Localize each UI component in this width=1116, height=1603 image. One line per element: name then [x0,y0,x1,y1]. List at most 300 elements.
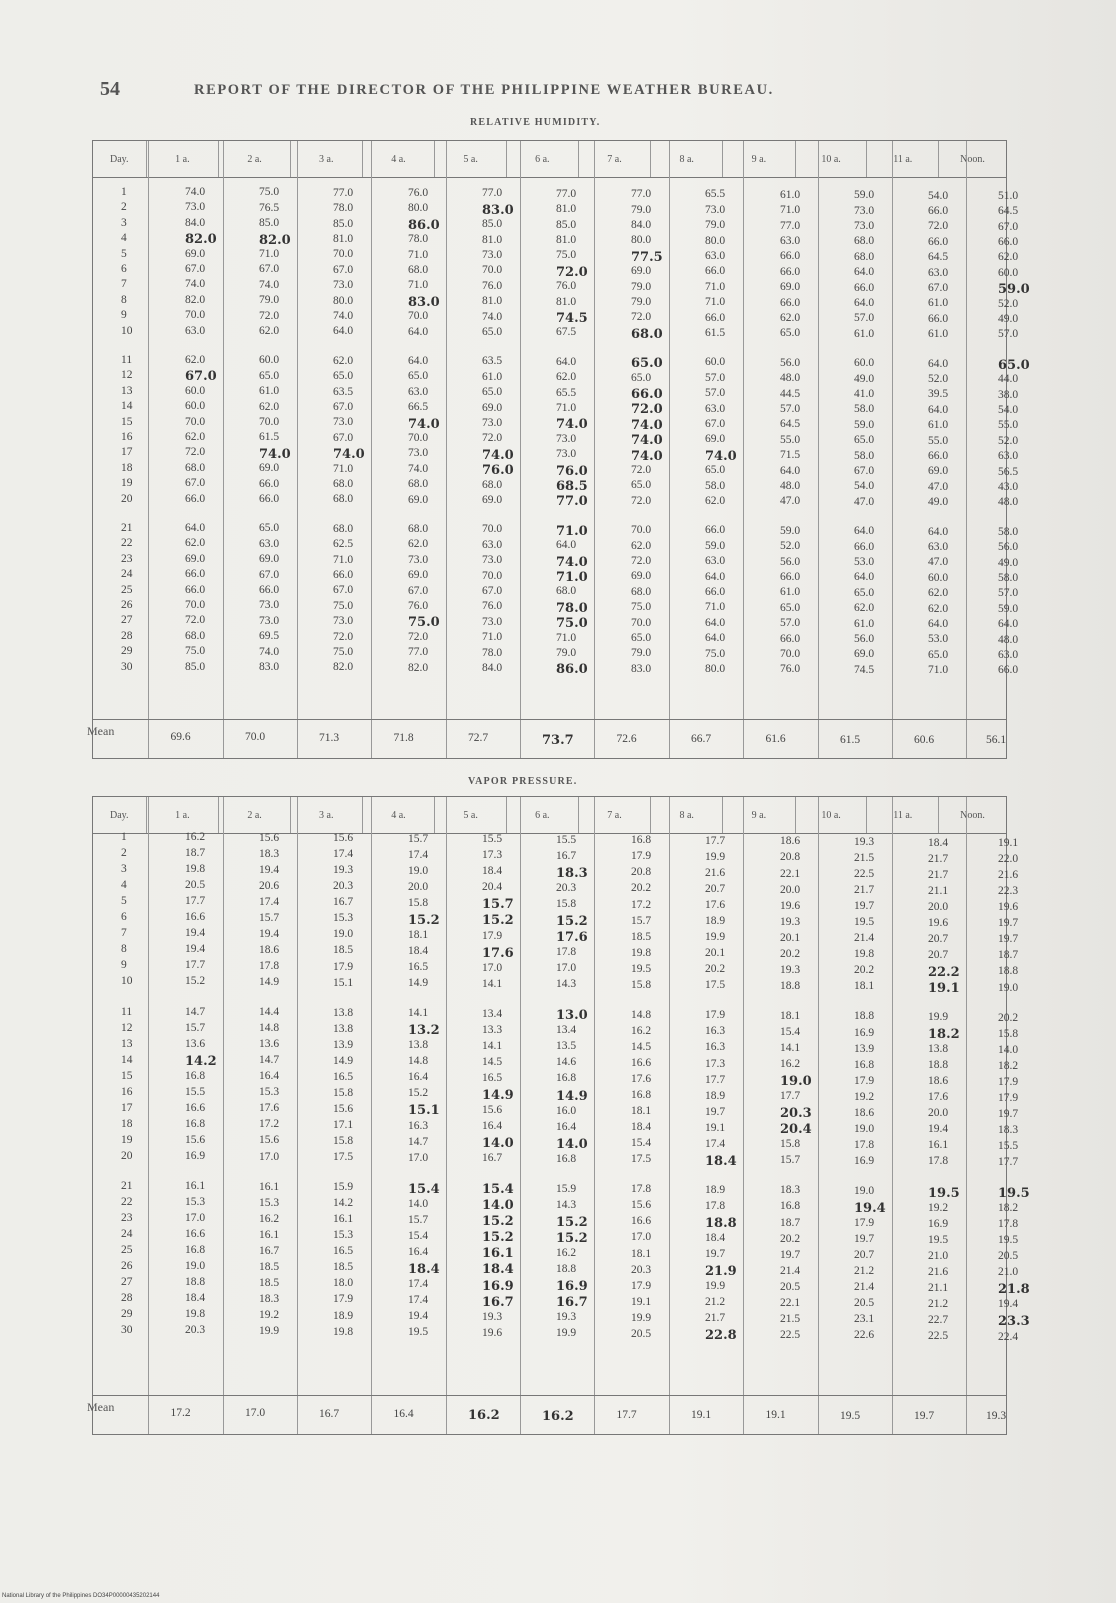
humidity-value-cell: 62.0 [998,251,1019,264]
vapor-value-cell: 14.4 [259,1006,280,1019]
humidity-value-cell: 65.0 [631,479,652,492]
humidity-value-cell: 77.0 [482,187,503,200]
humidity-value-cell: 68.0 [631,326,663,342]
humidity-mean-value: 61.6 [765,733,786,746]
humidity-value-cell: 82.0 [333,661,354,674]
humidity-value-cell: 55.0 [928,434,949,447]
vapor-value-cell: 19.3 [780,915,801,928]
humidity-value-cell: 57.0 [780,403,801,415]
vapor-col-header: Day. [93,797,147,833]
humidity-value-cell: 66.0 [928,312,949,325]
humidity-column-rule [966,141,967,758]
vapor-value-cell: 16.1 [333,1213,354,1226]
vapor-value-cell: 20.5 [998,1250,1019,1263]
vapor-value-cell: 19.1 [705,1121,726,1134]
humidity-value-cell: 70.0 [631,524,652,537]
vapor-value-cell: 14.5 [631,1040,652,1053]
humidity-value-cell: 67.0 [482,585,503,597]
humidity-value-cell: 61.0 [928,328,949,341]
vapor-value-cell: 13.2 [408,1023,440,1039]
humidity-value-cell: 47.0 [928,556,949,569]
vapor-value-cell: 16.8 [631,834,652,847]
vapor-value-cell: 22.6 [854,1329,875,1342]
humidity-day-number: 10 [121,324,133,337]
vapor-value-cell: 18.4 [928,836,949,849]
vapor-value-cell: 15.6 [259,831,280,844]
vapor-value-cell: 15.7 [631,914,652,927]
humidity-value-cell: 68.0 [185,461,206,474]
humidity-value-cell: 72.0 [928,220,949,233]
humidity-value-cell: 81.0 [482,295,503,308]
vapor-value-cell: 17.6 [259,1102,280,1115]
vapor-value-cell: 14.9 [333,1054,354,1067]
vapor-value-cell: 18.5 [631,930,652,943]
vapor-value-cell: 20.2 [705,963,726,976]
humidity-value-cell: 65.0 [482,386,503,399]
vapor-value-cell: 20.7 [928,948,949,961]
humidity-value-cell: 74.0 [333,447,365,463]
vapor-value-cell: 17.8 [705,1199,726,1212]
humidity-value-cell: 82.0 [259,232,291,248]
humidity-mean-value: 66.7 [691,733,712,746]
humidity-value-cell: 65.0 [854,586,875,599]
humidity-value-cell: 61.0 [780,586,801,599]
humidity-value-cell: 62.0 [928,602,949,615]
humidity-value-cell: 62.0 [928,587,949,600]
vapor-value-cell: 19.9 [631,1311,652,1324]
humidity-value-cell: 69.0 [259,553,280,566]
vapor-value-cell: 15.2 [556,1214,588,1230]
humidity-value-cell: 54.0 [998,404,1019,417]
humidity-value-cell: 69.0 [185,552,206,565]
vapor-value-cell: 20.5 [780,1280,801,1293]
humidity-value-cell: 55.0 [780,433,801,446]
vapor-col-header: 2 a. [219,797,291,833]
humidity-day-number: 29 [121,645,133,658]
vapor-value-cell: 15.8 [408,896,429,909]
humidity-value-cell: 64.0 [998,618,1019,631]
vapor-value-cell: 16.8 [185,1069,206,1082]
humidity-mean-value: 72.7 [468,732,489,745]
humidity-value-cell: 57.0 [998,328,1019,341]
humidity-value-cell: 62.0 [705,495,726,508]
vapor-value-cell: 16.9 [482,1278,514,1294]
vapor-value-cell: 13.6 [259,1038,280,1051]
humidity-value-cell: 74.0 [482,447,514,463]
vapor-value-cell: 22.2 [928,964,960,980]
humidity-day-number: 6 [121,263,127,275]
humidity-value-cell: 60.0 [185,384,206,397]
humidity-value-cell: 47.0 [854,495,875,508]
vapor-value-cell: 22.1 [780,867,801,880]
vapor-value-cell: 18.4 [705,1232,726,1244]
vapor-value-cell: 15.8 [333,1086,354,1099]
vapor-value-cell: 20.0 [408,880,429,893]
vapor-value-cell: 20.3 [185,1324,206,1337]
humidity-value-cell: 77.0 [556,187,577,200]
humidity-value-cell: 71.5 [780,449,801,462]
humidity-value-cell: 65.0 [780,601,801,614]
report-title: REPORT OF THE DIRECTOR OF THE PHILIPPINE WEATHER BUREAU. [194,82,774,98]
vapor-value-cell: 17.8 [854,1138,875,1151]
vapor-value-cell: 16.6 [185,1101,206,1114]
vapor-value-cell: 19.5 [408,1326,429,1339]
vapor-day-number: 13 [121,1037,133,1050]
vapor-mean-value: 16.7 [319,1407,340,1420]
vapor-value-cell: 17.6 [705,899,726,912]
vapor-day-number: 3 [121,863,127,876]
humidity-day-number: 22 [121,537,133,550]
humidity-value-cell: 68.0 [408,478,429,491]
humidity-day-number: 13 [121,384,133,397]
humidity-value-cell: 61.0 [928,419,949,432]
vapor-value-cell: 19.3 [780,963,801,976]
humidity-col-header: 4 a. [363,141,436,177]
humidity-col-header: 6 a. [507,141,579,177]
vapor-value-cell: 19.4 [928,1123,949,1136]
humidity-value-cell: 60.0 [705,356,726,369]
vapor-mean-value: 19.1 [691,1409,712,1422]
humidity-value-cell: 70.0 [631,616,652,629]
humidity-value-cell: 80.0 [631,234,652,247]
humidity-value-cell: 65.0 [705,464,726,477]
vapor-value-cell: 14.9 [408,977,429,990]
humidity-value-cell: 65.5 [705,188,726,201]
humidity-value-cell: 68.0 [333,477,354,490]
vapor-value-cell: 20.2 [854,964,875,977]
humidity-value-cell: 58.0 [854,449,875,462]
vapor-value-cell: 18.6 [259,943,280,956]
humidity-value-cell: 66.0 [185,492,206,505]
humidity-value-cell: 63.0 [998,450,1019,463]
vapor-value-cell: 21.6 [928,1265,949,1278]
vapor-value-cell: 13.8 [333,1022,354,1035]
humidity-value-cell: 62.0 [185,354,206,366]
humidity-value-cell: 70.0 [333,248,354,261]
vapor-value-cell: 17.8 [928,1155,949,1168]
humidity-day-number: 21 [121,522,133,534]
vapor-value-cell: 22.8 [705,1328,737,1344]
vapor-value-cell: 17.4 [408,1294,429,1306]
vapor-value-cell: 16.2 [185,831,206,843]
humidity-value-cell: 72.0 [631,311,652,324]
vapor-value-cell: 14.0 [482,1136,514,1152]
vapor-column-rule [520,797,521,1434]
vapor-day-number: 9 [121,959,127,972]
humidity-value-cell: 79.0 [631,280,652,293]
vapor-value-cell: 16.8 [631,1089,652,1102]
vapor-value-cell: 19.8 [185,1308,206,1321]
vapor-value-cell: 13.8 [928,1043,949,1056]
vapor-value-cell: 14.1 [408,1007,429,1020]
vapor-value-cell: 17.9 [998,1075,1019,1088]
humidity-day-number: 7 [121,278,127,291]
vapor-value-cell: 15.7 [259,911,280,924]
vapor-value-cell: 18.3 [998,1123,1019,1136]
humidity-value-cell: 77.0 [631,188,652,201]
vapor-value-cell: 16.7 [556,849,577,862]
vapor-value-cell: 19.0 [780,1074,812,1090]
humidity-value-cell: 69.0 [408,493,429,506]
vapor-mean-value: 16.2 [468,1408,500,1424]
humidity-day-number: 3 [121,216,127,229]
vapor-value-cell: 19.7 [854,900,875,913]
humidity-value-cell: 71.0 [705,296,726,309]
vapor-value-cell: 14.0 [998,1043,1019,1056]
humidity-value-cell: 75.0 [631,601,652,614]
vapor-value-cell: 19.6 [998,901,1019,914]
humidity-value-cell: 49.0 [998,556,1019,569]
vapor-value-cell: 19.6 [780,899,801,912]
humidity-col-header: 1 a. [147,141,220,177]
humidity-value-cell: 79.0 [556,646,577,659]
humidity-value-cell: 66.0 [998,664,1019,677]
vapor-value-cell: 16.6 [631,1056,652,1069]
vapor-value-cell: 14.0 [482,1198,514,1214]
humidity-value-cell: 60.0 [928,571,949,584]
vapor-value-cell: 14.2 [333,1197,354,1210]
vapor-value-cell: 21.2 [928,1297,949,1310]
vapor-value-cell: 17.0 [556,962,577,975]
humidity-value-cell: 73.0 [259,614,280,627]
humidity-value-cell: 70.0 [482,523,503,536]
vapor-value-cell: 20.2 [998,1011,1019,1024]
vapor-column-rule [297,797,298,1434]
humidity-value-cell: 66.0 [705,586,726,599]
humidity-value-cell: 64.5 [780,418,801,431]
humidity-value-cell: 61.5 [259,431,280,444]
vapor-value-cell: 19.7 [705,1248,726,1261]
page-number: 54 [100,78,120,100]
humidity-value-cell: 79.0 [631,647,652,660]
vapor-value-cell: 17.0 [482,961,503,974]
humidity-value-cell: 74.0 [259,645,280,658]
humidity-value-cell: 77.0 [780,219,801,232]
humidity-value-cell: 48.0 [998,496,1019,509]
humidity-col-header: Noon. [960,153,985,165]
vapor-value-cell: 16.9 [185,1149,206,1162]
vapor-value-cell: 20.5 [185,879,206,892]
humidity-day-number: 8 [121,293,127,306]
humidity-value-cell: 65.0 [482,326,503,338]
vapor-col-header: Noon. [960,809,985,821]
humidity-value-cell: 49.0 [928,496,949,509]
humidity-value-cell: 38.0 [998,388,1019,401]
humidity-value-cell: 73.0 [556,448,577,461]
humidity-value-cell: 70.0 [185,415,206,428]
vapor-value-cell: 13.6 [185,1037,206,1050]
humidity-value-cell: 74.0 [408,416,440,432]
vapor-value-cell: 16.1 [185,1180,206,1192]
vapor-value-cell: 19.9 [705,850,726,863]
humidity-column-rule [520,141,521,758]
vapor-value-cell: 18.3 [259,847,280,860]
vapor-value-cell: 17.9 [631,1279,652,1292]
vapor-value-cell: 18.6 [780,835,801,848]
humidity-value-cell: 85.0 [556,218,577,231]
humidity-value-cell: 62.0 [556,371,577,384]
humidity-value-cell: 62.0 [185,431,206,443]
vapor-value-cell: 15.5 [998,1139,1019,1152]
vapor-value-cell: 20.8 [780,851,801,864]
vapor-value-cell: 15.3 [185,1196,206,1209]
humidity-value-cell: 81.0 [556,233,577,246]
vapor-value-cell: 17.4 [333,848,354,861]
humidity-value-cell: 61.0 [854,327,875,340]
vapor-value-cell: 20.3 [556,881,577,894]
vapor-value-cell: 19.7 [998,917,1019,930]
humidity-value-cell: 67.0 [185,477,206,490]
vapor-value-cell: 19.7 [998,1107,1019,1120]
humidity-value-cell: 61.0 [780,188,801,201]
humidity-mean-value: 69.6 [170,731,191,743]
humidity-col-header: 9 a. [723,141,796,177]
vapor-value-cell: 17.7 [705,1073,726,1086]
vapor-day-number: 26 [121,1260,133,1273]
humidity-value-cell: 74.0 [631,433,663,449]
vapor-value-cell: 19.9 [705,931,726,944]
vapor-value-cell: 16.4 [408,1071,429,1084]
vapor-value-cell: 22.7 [928,1313,949,1326]
humidity-mean-value: 72.6 [616,732,637,745]
humidity-mean-value: 60.6 [914,734,935,746]
vapor-value-cell: 15.2 [408,1087,429,1100]
vapor-day-number: 23 [121,1212,133,1225]
vapor-value-cell: 16.6 [185,1228,206,1241]
vapor-value-cell: 14.1 [780,1042,801,1054]
humidity-value-cell: 73.0 [259,599,280,612]
humidity-value-cell: 67.0 [185,369,217,385]
humidity-value-cell: 64.0 [705,616,726,629]
vapor-value-cell: 16.8 [556,1072,577,1085]
humidity-value-cell: 66.0 [259,492,280,505]
vapor-value-cell: 20.0 [780,883,801,896]
humidity-value-cell: 75.0 [333,645,354,658]
humidity-value-cell: 60.0 [998,266,1019,279]
vapor-value-cell: 15.6 [631,1199,652,1212]
humidity-value-cell: 51.0 [998,189,1019,202]
humidity-mean-label: Mean [87,724,115,738]
humidity-day-number: 19 [121,477,133,490]
humidity-value-cell: 83.0 [408,294,440,310]
vapor-value-cell: 15.4 [408,1181,440,1197]
vapor-value-cell: 20.7 [705,883,726,895]
humidity-value-cell: 70.0 [780,648,801,660]
humidity-value-cell: 60.0 [185,400,206,413]
humidity-value-cell: 79.0 [631,295,652,308]
vapor-value-cell: 18.8 [928,1059,949,1072]
vapor-day-number: 10 [121,975,133,988]
humidity-value-cell: 56.0 [854,632,875,645]
vapor-value-cell: 21.5 [854,852,875,864]
vapor-value-cell: 22.1 [780,1296,801,1309]
vapor-value-cell: 15.1 [408,1103,440,1119]
vapor-mean-value: 19.3 [986,1410,1007,1423]
vapor-value-cell: 20.3 [631,1263,652,1276]
humidity-value-cell: 85.0 [259,217,280,230]
humidity-value-cell: 66.0 [705,524,726,537]
vapor-value-cell: 17.5 [333,1151,354,1164]
vapor-day-number: 1 [121,831,127,843]
vapor-value-cell: 17.6 [482,945,514,961]
humidity-value-cell: 74.0 [259,278,280,291]
vapor-mean-value: 17.2 [170,1407,191,1419]
humidity-value-cell: 65.0 [928,648,949,661]
humidity-value-cell: 64.0 [408,325,429,338]
vapor-value-cell: 16.1 [482,1246,514,1262]
humidity-day-number: 27 [121,614,133,627]
humidity-value-cell: 66.0 [998,236,1019,249]
vapor-value-cell: 14.9 [482,1087,514,1103]
humidity-value-cell: 74.0 [408,462,429,475]
vapor-value-cell: 17.4 [408,1277,429,1290]
humidity-value-cell: 84.0 [185,216,206,229]
humidity-value-cell: 72.0 [185,446,206,459]
vapor-value-cell: 21.8 [998,1282,1030,1298]
vapor-value-cell: 18.2 [998,1202,1019,1215]
vapor-value-cell: 21.0 [998,1266,1019,1279]
vapor-value-cell: 20.2 [780,1232,801,1245]
vapor-value-cell: 18.9 [333,1309,354,1322]
vapor-value-cell: 18.5 [333,1261,354,1274]
vapor-value-cell: 18.3 [780,1184,801,1197]
vapor-value-cell: 20.4 [482,881,503,894]
vapor-day-number: 27 [121,1276,133,1289]
vapor-value-cell: 23.1 [854,1313,875,1326]
vapor-value-cell: 16.7 [556,1295,588,1311]
humidity-value-cell: 66.0 [185,568,206,581]
humidity-value-cell: 71.0 [705,601,726,614]
humidity-value-cell: 67.0 [185,263,206,275]
humidity-value-cell: 85.0 [333,217,354,230]
vapor-value-cell: 14.8 [408,1055,429,1068]
humidity-value-cell: 72.0 [631,402,663,418]
vapor-value-cell: 15.9 [556,1182,577,1195]
humidity-value-cell: 64.0 [556,355,577,368]
humidity-value-cell: 76.0 [408,600,429,613]
humidity-value-cell: 66.0 [780,632,801,645]
humidity-value-cell: 66.0 [780,250,801,263]
humidity-value-cell: 73.0 [185,201,206,214]
vapor-value-cell: 18.8 [998,965,1019,978]
humidity-value-cell: 78.0 [556,600,588,616]
humidity-column-rule [892,141,893,758]
humidity-value-cell: 68.0 [333,493,354,506]
vapor-value-cell: 17.8 [998,1218,1019,1231]
vapor-value-cell: 18.8 [556,1263,577,1275]
humidity-col-header: 7 a. [579,141,652,177]
humidity-day-number: 28 [121,629,133,642]
humidity-value-cell: 71.0 [556,401,577,414]
vapor-value-cell: 16.7 [482,1152,503,1165]
humidity-day-number: 14 [121,400,133,413]
humidity-value-cell: 65.0 [333,370,354,383]
vapor-value-cell: 17.6 [556,930,588,946]
vapor-value-cell: 22.5 [928,1329,949,1342]
humidity-value-cell: 47.0 [928,480,949,493]
humidity-value-cell: 64.5 [998,205,1019,218]
vapor-value-cell: 15.8 [998,1027,1019,1040]
humidity-value-cell: 73.0 [408,553,429,566]
vapor-value-cell: 19.2 [854,1090,875,1103]
vapor-day-number: 25 [121,1244,133,1257]
vapor-value-cell: 21.4 [854,1281,875,1294]
vapor-value-cell: 15.2 [482,1214,514,1230]
vapor-value-cell: 18.3 [259,1292,280,1305]
humidity-value-cell: 66.0 [259,477,280,490]
vapor-day-number: 7 [121,927,127,940]
vapor-value-cell: 16.3 [705,1041,726,1054]
